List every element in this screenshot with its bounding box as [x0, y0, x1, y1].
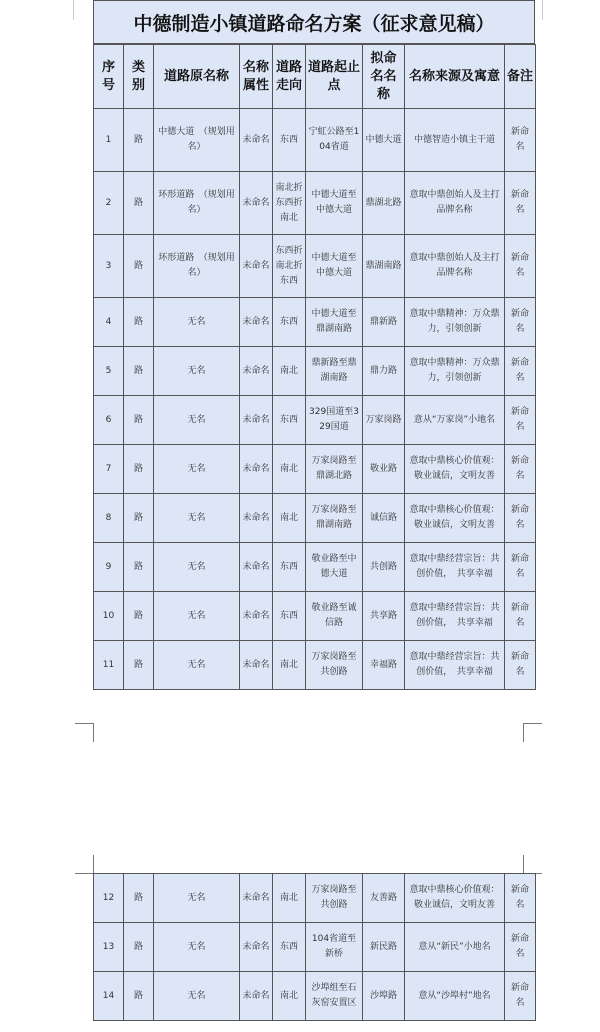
cell-original-name: 中德大道 （规划用名）	[154, 109, 240, 172]
cell-category: 路	[124, 874, 154, 923]
cell-original-name: 无名	[154, 592, 240, 641]
cell-index: 9	[94, 543, 124, 592]
cell-proposed-name: 中德大道	[363, 109, 405, 172]
cell-start-end: 鼎新路至鼎湖南路	[306, 347, 363, 396]
cell-remark: 新命名	[505, 874, 536, 923]
cell-start-end: 中德大道至中德大道	[306, 235, 363, 298]
cell-start-end: 敬业路至诚信路	[306, 592, 363, 641]
header-index: 序号	[94, 45, 124, 109]
cell-origin-meaning: 意取中鼎核心价值观：敬业诚信，文明友善	[405, 874, 505, 923]
cell-name-attribute: 未命名	[240, 172, 273, 235]
cell-origin-meaning: 意取中鼎创始人及主打品牌名称	[405, 235, 505, 298]
cell-direction: 南北	[273, 874, 306, 923]
cell-remark: 新命名	[505, 494, 536, 543]
cell-direction: 南北	[273, 347, 306, 396]
cell-index: 6	[94, 396, 124, 445]
table-header-row	[94, 45, 536, 109]
cell-proposed-name: 鼎湖北路	[363, 172, 405, 235]
cell-start-end: 沙埠组至石灰窑安置区	[306, 972, 363, 1021]
table-row	[94, 874, 536, 923]
cell-category: 路	[124, 347, 154, 396]
cell-category: 路	[124, 972, 154, 1021]
cell-original-name: 无名	[154, 298, 240, 347]
header-proposed-name: 拟命名名称	[363, 45, 405, 109]
cell-origin-meaning: 意取中鼎核心价值观：敬业诚信，文明友善	[405, 445, 505, 494]
cell-category: 路	[124, 592, 154, 641]
cell-category: 路	[124, 235, 154, 298]
cell-origin-meaning: 意取中鼎核心价值观：敬业诚信，文明友善	[405, 494, 505, 543]
cell-proposed-name: 幸福路	[363, 641, 405, 690]
header-direction: 道路走向	[273, 45, 306, 109]
cell-remark: 新命名	[505, 298, 536, 347]
cell-start-end: 万家岗路至鼎湖南路	[306, 494, 363, 543]
cell-direction: 东西	[273, 592, 306, 641]
cell-original-name: 无名	[154, 874, 240, 923]
cell-proposed-name: 敬业路	[363, 445, 405, 494]
cell-index: 10	[94, 592, 124, 641]
cell-origin-meaning: 意取中鼎经营宗旨：共创价值， 共享幸福	[405, 592, 505, 641]
cell-direction: 南北	[273, 445, 306, 494]
cell-name-attribute: 未命名	[240, 109, 273, 172]
table-row	[94, 172, 536, 235]
cell-origin-meaning: 意从“新民”小地名	[405, 923, 505, 972]
cell-category: 路	[124, 641, 154, 690]
cell-category: 路	[124, 494, 154, 543]
table-row	[94, 592, 536, 641]
table-row	[94, 298, 536, 347]
cell-original-name: 无名	[154, 347, 240, 396]
table-row	[94, 494, 536, 543]
cell-original-name: 无名	[154, 445, 240, 494]
cell-start-end: 万家岗路至共创路	[306, 641, 363, 690]
cell-original-name: 无名	[154, 494, 240, 543]
cell-start-end: 104省道至新桥	[306, 923, 363, 972]
cell-start-end: 敬业路至中德大道	[306, 543, 363, 592]
table-row	[94, 641, 536, 690]
cell-name-attribute: 未命名	[240, 347, 273, 396]
cell-name-attribute: 未命名	[240, 298, 273, 347]
table-row	[94, 235, 536, 298]
road-naming-table-continued	[93, 873, 536, 1021]
header-start-end: 道路起止点	[306, 45, 363, 109]
cell-category: 路	[124, 109, 154, 172]
cell-start-end: 中德大道至中德大道	[306, 172, 363, 235]
cell-proposed-name: 新民路	[363, 923, 405, 972]
cell-remark: 新命名	[505, 396, 536, 445]
cell-name-attribute: 未命名	[240, 592, 273, 641]
cell-proposed-name: 共创路	[363, 543, 405, 592]
cell-index: 11	[94, 641, 124, 690]
table-row	[94, 543, 536, 592]
cell-original-name: 无名	[154, 543, 240, 592]
cell-origin-meaning: 意取中鼎精神：万众鼎力，引领创新	[405, 298, 505, 347]
cell-origin-meaning: 意取中鼎创始人及主打品牌名称	[405, 172, 505, 235]
cell-start-end: 宁虹公路至104省道	[306, 109, 363, 172]
cell-remark: 新命名	[505, 641, 536, 690]
table-row	[94, 445, 536, 494]
cell-index: 5	[94, 347, 124, 396]
cell-proposed-name: 沙埠路	[363, 972, 405, 1021]
cell-name-attribute: 未命名	[240, 445, 273, 494]
cell-remark: 新命名	[505, 235, 536, 298]
cell-name-attribute: 未命名	[240, 235, 273, 298]
cell-proposed-name: 共享路	[363, 592, 405, 641]
cell-original-name: 无名	[154, 972, 240, 1021]
cell-proposed-name: 鼎新路	[363, 298, 405, 347]
cell-direction: 南北	[273, 972, 306, 1021]
cell-origin-meaning: 意取中鼎经营宗旨：共创价值， 共享幸福	[405, 543, 505, 592]
road-naming-table	[93, 44, 536, 690]
cell-category: 路	[124, 543, 154, 592]
header-original-name: 道路原名称	[154, 45, 240, 109]
cell-start-end: 中德大道至鼎湖南路	[306, 298, 363, 347]
header-remark: 备注	[505, 45, 536, 109]
cell-origin-meaning: 意取中鼎精神：万众鼎力，引领创新	[405, 347, 505, 396]
cell-remark: 新命名	[505, 347, 536, 396]
cell-origin-meaning: 中德智造小镇主干道	[405, 109, 505, 172]
cell-proposed-name: 诚信路	[363, 494, 405, 543]
page-break	[0, 700, 600, 878]
table-row	[94, 396, 536, 445]
cell-proposed-name: 鼎湖南路	[363, 235, 405, 298]
cell-category: 路	[124, 396, 154, 445]
cell-category: 路	[124, 298, 154, 347]
document-title: 中德制造小镇道路命名方案（征求意见稿）	[93, 0, 535, 44]
table-row	[94, 923, 536, 972]
cell-category: 路	[124, 923, 154, 972]
cell-name-attribute: 未命名	[240, 923, 273, 972]
cell-original-name: 环形道路 （规划用名）	[154, 172, 240, 235]
cell-start-end: 万家岗路至共创路	[306, 874, 363, 923]
cell-index: 1	[94, 109, 124, 172]
cell-direction: 南北	[273, 494, 306, 543]
cell-direction: 东西	[273, 298, 306, 347]
header-category: 类别	[124, 45, 154, 109]
cell-remark: 新命名	[505, 972, 536, 1021]
cell-index: 2	[94, 172, 124, 235]
cell-start-end: 329国道至329国道	[306, 396, 363, 445]
cell-origin-meaning: 意从“沙埠村”地名	[405, 972, 505, 1021]
cell-name-attribute: 未命名	[240, 641, 273, 690]
cell-name-attribute: 未命名	[240, 396, 273, 445]
cell-index: 4	[94, 298, 124, 347]
cell-name-attribute: 未命名	[240, 972, 273, 1021]
cell-direction: 东西	[273, 923, 306, 972]
cell-index: 12	[94, 874, 124, 923]
table-row	[94, 109, 536, 172]
cell-original-name: 无名	[154, 396, 240, 445]
cell-index: 8	[94, 494, 124, 543]
header-name-attribute: 名称属性	[240, 45, 273, 109]
cell-start-end: 万家岗路至鼎湖北路	[306, 445, 363, 494]
cell-direction: 东西	[273, 396, 306, 445]
cell-index: 7	[94, 445, 124, 494]
cell-proposed-name: 友善路	[363, 874, 405, 923]
table-row	[94, 347, 536, 396]
cell-name-attribute: 未命名	[240, 874, 273, 923]
cell-index: 3	[94, 235, 124, 298]
cell-original-name: 无名	[154, 923, 240, 972]
cell-remark: 新命名	[505, 923, 536, 972]
cell-remark: 新命名	[505, 172, 536, 235]
cell-remark: 新命名	[505, 445, 536, 494]
cell-index: 13	[94, 923, 124, 972]
cell-direction: 南北	[273, 641, 306, 690]
cell-original-name: 环形道路 （规划用名）	[154, 235, 240, 298]
cell-name-attribute: 未命名	[240, 543, 273, 592]
cell-origin-meaning: 意取中鼎经营宗旨：共创价值， 共享幸福	[405, 641, 505, 690]
cell-name-attribute: 未命名	[240, 494, 273, 543]
cell-remark: 新命名	[505, 109, 536, 172]
cell-original-name: 无名	[154, 641, 240, 690]
table-row	[94, 972, 536, 1021]
header-origin-meaning: 名称来源及寓意	[405, 45, 505, 109]
cell-category: 路	[124, 172, 154, 235]
cell-direction: 东西折南北折东西	[273, 235, 306, 298]
cell-origin-meaning: 意从“万家岗”小地名	[405, 396, 505, 445]
cell-direction: 南北折东西折南北	[273, 172, 306, 235]
cell-direction: 东西	[273, 543, 306, 592]
cell-proposed-name: 万家岗路	[363, 396, 405, 445]
cell-category: 路	[124, 445, 154, 494]
cell-index: 14	[94, 972, 124, 1021]
cell-remark: 新命名	[505, 592, 536, 641]
cell-proposed-name: 鼎力路	[363, 347, 405, 396]
cell-direction: 东西	[273, 109, 306, 172]
cell-remark: 新命名	[505, 543, 536, 592]
